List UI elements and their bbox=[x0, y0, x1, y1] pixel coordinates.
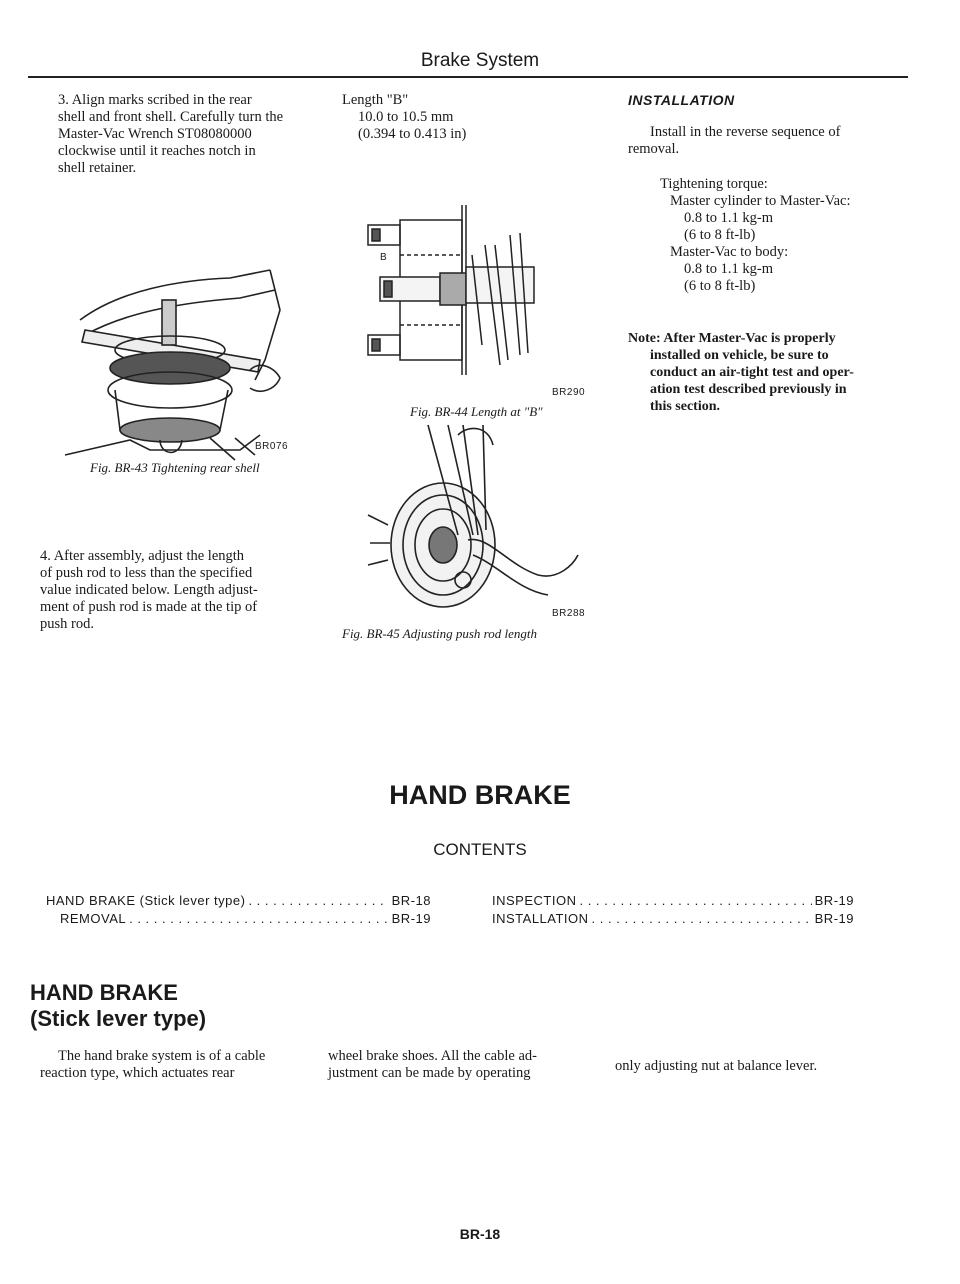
installation-intro bbox=[628, 124, 900, 158]
hand-brake-body-col2 bbox=[328, 1048, 578, 1082]
fig-br44-label-b: B bbox=[380, 252, 387, 263]
torque-item: Master cylinder to Master-Vac: bbox=[670, 193, 851, 209]
toc-leader-dots bbox=[248, 893, 388, 908]
header-rule bbox=[28, 76, 908, 78]
length-b-in: (0.394 to 0.413 in) bbox=[358, 126, 467, 142]
body-line: only adjusting nut at balance lever. bbox=[615, 1058, 818, 1074]
note-line: this section. bbox=[650, 399, 720, 414]
body-line: justment can be made by operating bbox=[328, 1065, 531, 1081]
toc-entry-page: BR-19 bbox=[814, 893, 854, 908]
torque-item: Master-Vac to body: bbox=[670, 244, 789, 260]
toc-entry[interactable] bbox=[46, 893, 431, 911]
length-b-label: Length "B" bbox=[342, 92, 409, 108]
step-4-line: value indicated below. Length adjust- bbox=[40, 582, 258, 598]
hand-brake-body-col1 bbox=[40, 1048, 288, 1082]
toc-right bbox=[492, 893, 854, 929]
fig-br44-illustration bbox=[360, 195, 560, 380]
body-line: reaction type, which actuates rear bbox=[40, 1065, 235, 1081]
toc-entry-label: INSPECTION bbox=[492, 893, 577, 908]
note-line: installed on vehicle, be sure to bbox=[650, 348, 829, 363]
torque-value: 0.8 to 1.1 kg-m bbox=[684, 210, 774, 226]
step-4-line: 4. After assembly, adjust the length bbox=[40, 548, 245, 564]
length-b-spec bbox=[342, 92, 562, 143]
installation-intro-line: removal. bbox=[628, 141, 680, 157]
torque-value: 0.8 to 1.1 kg-m bbox=[684, 261, 774, 277]
torque-heading: Tightening torque: bbox=[660, 176, 768, 192]
step-3-text bbox=[58, 92, 313, 177]
toc-entry[interactable] bbox=[46, 911, 431, 929]
note-line: conduct an air-tight test and oper- bbox=[650, 365, 854, 380]
hand-brake-title: HAND BRAKE bbox=[389, 780, 571, 810]
toc-leader-dots bbox=[579, 893, 811, 908]
toc-entry-label: INSTALLATION bbox=[492, 911, 589, 926]
note-line: Note: After Master-Vac is properly bbox=[628, 331, 836, 346]
page-header-title: Brake System bbox=[420, 50, 540, 71]
fig-br43-illustration bbox=[60, 250, 310, 460]
step-4-line: of push rod to less than the specified bbox=[40, 565, 253, 581]
installation-intro-line: Install in the reverse sequence of bbox=[650, 124, 841, 140]
toc-entry[interactable] bbox=[492, 911, 854, 929]
hand-brake-body-col3 bbox=[615, 1058, 875, 1075]
installation-note bbox=[628, 330, 888, 415]
toc-entry-label: HAND BRAKE (Stick lever type) bbox=[46, 893, 246, 908]
step-3-line: Master-Vac Wrench ST08080000 bbox=[58, 126, 252, 142]
fig-br44-code: BR290 bbox=[552, 387, 586, 398]
toc-left bbox=[46, 893, 431, 929]
torque-value: (6 to 8 ft-lb) bbox=[684, 278, 756, 294]
toc-entry-page: BR-19 bbox=[391, 911, 431, 926]
torque-value: (6 to 8 ft-lb) bbox=[684, 227, 756, 243]
contents-heading: CONTENTS bbox=[433, 840, 527, 859]
note-line: ation test described previously in bbox=[650, 382, 847, 397]
toc-entry-label: REMOVAL bbox=[60, 911, 127, 926]
tightening-torque-list bbox=[660, 176, 910, 295]
section-heading-line: HAND BRAKE bbox=[30, 980, 178, 1005]
fig-br44-caption: Fig. BR-44 Length at "B" bbox=[410, 404, 543, 419]
toc-entry[interactable] bbox=[492, 893, 854, 911]
toc-leader-dots bbox=[129, 911, 389, 926]
step-3-line: clockwise until it reaches notch in bbox=[58, 143, 256, 159]
body-line: wheel brake shoes. All the cable ad- bbox=[328, 1048, 537, 1064]
step-4-line: ment of push rod is made at the tip of bbox=[40, 599, 258, 615]
step-3-line: shell and front shell. Carefully turn the bbox=[58, 109, 284, 125]
fig-br43-code: BR076 bbox=[255, 441, 289, 452]
fig-br45-illustration bbox=[368, 425, 588, 620]
step-3-line: shell retainer. bbox=[58, 160, 137, 176]
installation-heading: INSTALLATION bbox=[628, 92, 735, 108]
toc-entry-page: BR-18 bbox=[391, 893, 431, 908]
page-number: BR-18 bbox=[459, 1226, 501, 1242]
step-4-text bbox=[40, 548, 312, 633]
fig-br43-caption: Fig. BR-43 Tightening rear shell bbox=[90, 460, 260, 475]
body-line: The hand brake system is of a cable bbox=[58, 1048, 266, 1064]
fig-br45-code: BR288 bbox=[552, 608, 586, 619]
step-3-line: 3. Align marks scribed in the rear bbox=[58, 92, 252, 108]
length-b-mm: 10.0 to 10.5 mm bbox=[358, 109, 454, 125]
toc-leader-dots bbox=[592, 911, 812, 926]
toc-entry-page: BR-19 bbox=[814, 911, 854, 926]
step-4-line: push rod. bbox=[40, 616, 94, 632]
section-heading bbox=[30, 980, 206, 1032]
fig-br45-caption: Fig. BR-45 Adjusting push rod length bbox=[342, 626, 537, 641]
section-heading-line: (Stick lever type) bbox=[30, 1006, 207, 1031]
